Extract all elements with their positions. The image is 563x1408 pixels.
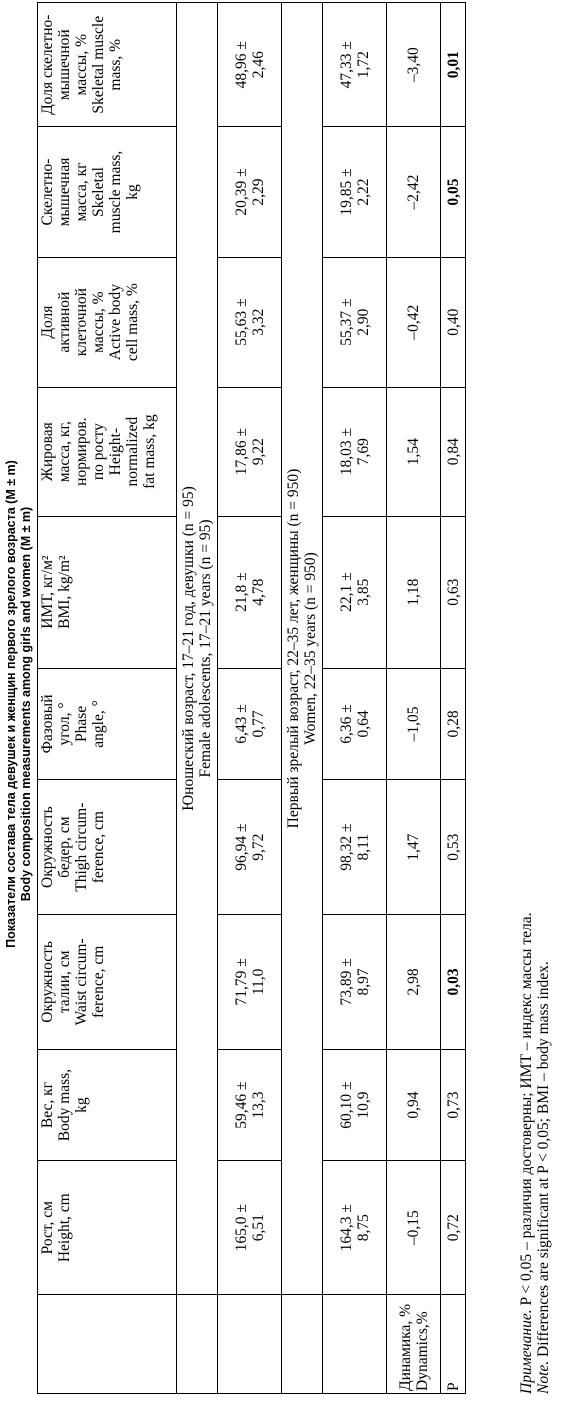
mean-value: 6,43 ± [232,704,250,744]
col-header-line: Skeletal [90,167,107,217]
col-header-line: cell mass, % [124,283,141,362]
value-cell [218,1049,282,1161]
mean-value: 20,39 ± [232,168,250,216]
note-en-label: Note. [535,1360,552,1394]
col-header-line: Окружность [39,941,56,1023]
section-title-en: Women, 22–35 years (n = 950) [302,552,319,745]
col-header-line: масса, кг [73,162,90,222]
value-cell [218,668,282,780]
dynamics-cell: –3,40 [387,3,441,127]
col-header-line: Рост, см [39,1201,56,1255]
col-header [38,668,177,780]
mean-value: 164,3 ± [337,1204,355,1252]
col-header-line: угол, ° [56,702,73,746]
dynamics-row [387,3,441,1394]
col-header-line: Skeletal muscle [90,15,107,114]
dynamics-cell: 1,18 [387,516,441,668]
section-title-en: Female adolescents, 17–21 years (n = 95) [197,519,214,778]
dynamics-cell: 2,98 [387,915,441,1050]
col-header-line: массы, % [90,291,107,353]
mean-value: 59,46 ± [232,1081,250,1129]
col-header-line: мышечной [56,29,73,101]
sd-value: 9,22 [249,438,267,466]
col-header-line: массы, % [73,34,90,96]
sd-value: 8,75 [354,1214,372,1242]
value-cell [323,915,387,1050]
sd-value: 2,90 [354,308,372,336]
sd-value: 10,9 [354,1091,372,1119]
mean-value: 98,32 ± [337,823,355,871]
value-cell [218,516,282,668]
value-cell [323,780,387,915]
mean-value: 60,10 ± [337,1081,355,1129]
note-en-text: Differences are significant at P < 0,05; BMI – body mass index. [535,961,552,1361]
sd-value: 7,69 [354,438,372,466]
mean-value: 165,0 ± [232,1204,250,1252]
col-header-line: mass, % [107,38,124,91]
row-label: P [441,1294,466,1393]
col-header-line: Height- [107,427,124,476]
col-header [38,1049,177,1161]
section-label-cell [282,1294,323,1393]
p-value-cell: 0,72 [441,1161,466,1295]
sd-value: 13,3 [249,1091,267,1119]
sd-value: 9,72 [249,833,267,861]
section-title-ru: Юношеский возраст, 17–21 год, девушки (n = 95) [180,486,197,811]
col-header-line: бедер, см [56,816,73,878]
col-header [38,257,177,387]
col-header [38,780,177,915]
col-header-line: ИМТ, кг/м² [39,555,56,629]
header-row [38,3,177,1394]
sd-value: 8,97 [354,968,372,996]
p-value-cell: 0,01 [441,3,466,127]
mean-value: 17,86 ± [232,428,250,476]
col-header-line: Вес, кг [39,1082,56,1129]
col-header [38,3,177,127]
dynamics-cell: –0,15 [387,1161,441,1295]
col-header [38,1161,177,1295]
col-header-line: Phase [73,705,90,743]
col-header-line: по росту [90,423,107,481]
col-header-line: fat mass, kg [141,414,158,489]
col-header-line: масса, кг, [56,421,73,483]
section-header [282,3,323,1295]
dynamics-cell: 1,54 [387,387,441,516]
mean-value: 73,89 ± [337,958,355,1006]
col-header-line: нормиров. [73,417,90,486]
value-cell [323,1049,387,1161]
section-title-ru: Первый зрелый возраст, 22–35 лет, женщины (n = 950) [285,468,302,829]
value-cell [323,3,387,127]
sd-value: 2,29 [249,178,267,206]
row-label [323,1294,387,1393]
sd-value: 11,0 [249,968,267,996]
col-header [38,915,177,1050]
col-header-line: Waist circum- [73,938,90,1026]
p-value-cell: 0,28 [441,668,466,780]
col-header-line: клеточной [73,288,90,357]
row-label [387,1294,441,1393]
value-cell [218,257,282,387]
col-header-line: normalized [124,416,141,487]
value-cell [323,257,387,387]
dynamics-cell: –1,05 [387,668,441,780]
dynamics-cell: –2,42 [387,127,441,257]
table-title-ru: Показатели состава тела девушек и женщин первого зрелого возраста (M ± m) [4,460,18,948]
col-header-line: kg [73,1097,90,1113]
value-cell [323,1161,387,1295]
col-header-line: muscle mass, [107,150,124,234]
body-composition-table [37,2,466,1394]
data-row [323,3,387,1394]
sd-value: 4,78 [249,578,267,606]
value-cell [218,780,282,915]
col-header [38,516,177,668]
value-cell [218,915,282,1050]
col-header-line: ference, cm [90,811,107,884]
mean-value: 22,1 ± [337,572,355,612]
mean-value: 19,85 ± [337,168,355,216]
corner-cell [38,1294,177,1393]
note-ru-text: P < 0,05 – различия достоверны; ИМТ – индекс массы тела. [518,912,535,1310]
col-header [38,387,177,516]
value-cell [218,3,282,127]
dynamics-cell: 1,47 [387,780,441,915]
mean-value: 6,36 ± [337,704,355,744]
sd-value: 1,72 [354,51,372,79]
col-header-line: angle, ° [90,700,107,748]
section-header [177,3,218,1295]
p-value-cell: 0,63 [441,516,466,668]
section-label-cell [177,1294,218,1393]
mean-value: 47,33 ± [337,41,355,89]
col-header-line: Фазовый [39,694,56,754]
p-value-cell: 0,03 [441,915,466,1050]
section-row-adolescents [177,3,218,1394]
section-row-women [282,3,323,1394]
col-header-line: Active body [107,284,124,361]
sd-value: 0,64 [354,710,372,738]
col-header-line: Height, cm [56,1193,73,1263]
col-header-line: Доля скелетно- [39,14,56,115]
dynamics-label-ru: Динамика, % [396,1304,414,1391]
note-ru-label: Примечание. [518,1309,535,1394]
mean-value: 18,03 ± [337,428,355,476]
p-value-cell: 0,40 [441,257,466,387]
value-cell [218,127,282,257]
col-header-line: Thigh circum- [73,802,90,892]
sd-value: 8,11 [354,833,372,861]
value-cell [323,516,387,668]
dynamics-cell: –0,42 [387,257,441,387]
note-ru [518,913,535,1394]
p-value-cell: 0,05 [441,127,466,257]
sd-value: 3,32 [249,308,267,336]
col-header-line: мышечная [56,157,73,227]
data-row [218,3,282,1394]
p-value-cell: 0,73 [441,1049,466,1161]
sd-value: 6,51 [249,1214,267,1242]
value-cell [323,127,387,257]
col-header-line: талии, см [56,950,73,1014]
mean-value: 96,94 ± [232,823,250,871]
sd-value: 3,85 [354,578,372,606]
col-header-line: kg [124,184,141,200]
col-header-line: Окружность [39,806,56,888]
mean-value: 55,37 ± [337,298,355,346]
mean-value: 48,96 ± [232,41,250,89]
p-value-row [441,3,466,1394]
sd-value: 0,77 [249,710,267,738]
col-header-line: BMI, kg/m² [56,555,73,629]
note-en [535,961,552,1394]
value-cell [218,387,282,516]
mean-value: 55,63 ± [232,298,250,346]
value-cell [323,668,387,780]
mean-value: 21,8 ± [232,572,250,612]
col-header-line: Body mass, [56,1068,73,1142]
col-header-line: Скелетно- [39,158,56,226]
dynamics-label-en: Dynamics,% [413,1311,431,1391]
value-cell [218,1161,282,1295]
mean-value: 71,79 ± [232,958,250,1006]
col-header [38,127,177,257]
col-header-line: Доля [39,305,56,339]
col-header-line: активной [56,291,73,353]
sd-value: 2,46 [249,51,267,79]
value-cell [323,387,387,516]
p-value-cell: 0,53 [441,780,466,915]
sd-value: 2,22 [354,178,372,206]
col-header-line: Жировая [39,422,56,482]
row-label [218,1294,282,1393]
table-title-en: Body composition measurements among girls and women (M ± m) [19,506,33,902]
dynamics-cell: 0,94 [387,1049,441,1161]
col-header-line: ference, cm [90,945,107,1019]
p-value-cell: 0,84 [441,387,466,516]
